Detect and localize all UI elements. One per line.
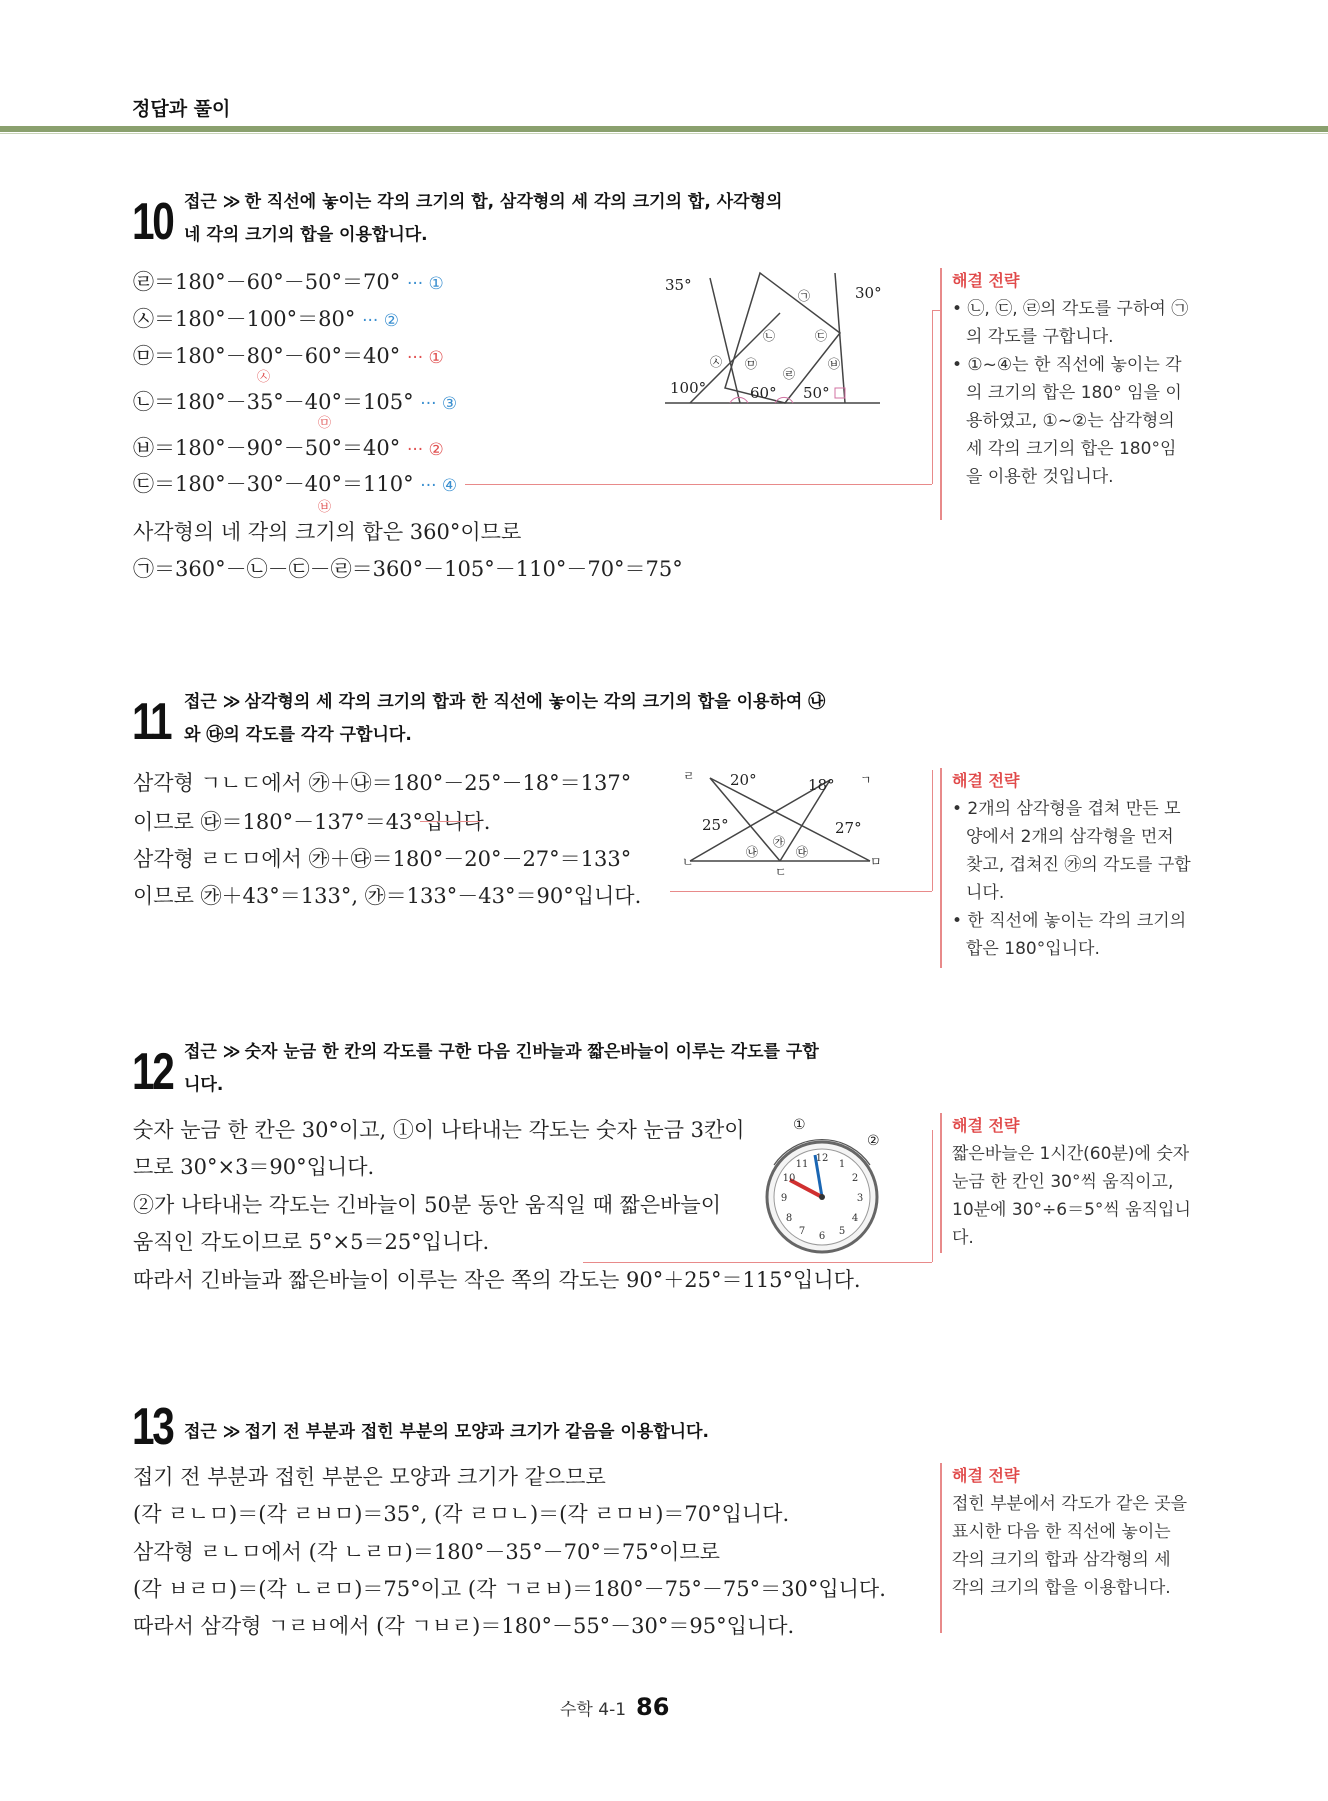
figure-label: ㄹ <box>683 769 695 783</box>
clock-number: 4 <box>851 1213 859 1224</box>
strategy-box-13 <box>940 1463 1192 1633</box>
solution-line: 따라서 삼각형 ㄱㄹㅂ에서 (각 ㄱㅂㄹ)＝180°－55°－30°＝95°입니다. <box>133 1614 795 1638</box>
approach-10 <box>184 186 782 252</box>
clock-number: 12 <box>815 1153 829 1164</box>
approach-13 <box>184 1416 709 1449</box>
connector-line <box>465 484 932 485</box>
strategy-box-10 <box>940 268 1192 520</box>
approach-tag: 접근 ≫ <box>184 1042 241 1062</box>
solution-line: ㉢＝180°－30°－40°＝110° ··· ④ <box>133 472 458 496</box>
figure-label: ㉦ <box>710 355 723 369</box>
figure-label: ㄷ <box>775 865 787 879</box>
figure-label: 30° <box>855 284 882 302</box>
figure-label: ㉯ <box>746 845 759 859</box>
q10-quadrilateral-figure <box>665 268 885 408</box>
connector-line <box>932 310 933 484</box>
sub-label: ㉤ <box>318 416 332 431</box>
strategy-bullet: • ㉡, ㉢, ㉣의 각도를 구하여 ㉠의 각도를 구합니다. <box>952 299 1189 347</box>
question-number-13: 13 <box>132 1398 173 1456</box>
strategy-title: 해결 전략 <box>952 1466 1020 1485</box>
approach-text-2: 니다. <box>184 1075 224 1095</box>
figure-label: ㄱ <box>860 773 872 787</box>
figure-label: ㉢ <box>815 329 828 343</box>
approach-text-2: 와 ㉰의 각도를 각각 구합니다. <box>184 725 412 745</box>
strategy-title: 해결 전략 <box>952 771 1020 790</box>
solution-line: 이므로 ㉮＋43°＝133°, ㉮＝133°－43°＝90°입니다. <box>133 884 642 908</box>
connector-line <box>932 1130 933 1262</box>
clock-number: 11 <box>795 1159 809 1170</box>
figure-label: 35° <box>665 276 692 294</box>
figure-label: 100° <box>670 379 707 397</box>
clock-mark: ① <box>793 1117 806 1133</box>
clock-number: 3 <box>856 1193 864 1204</box>
strategy-box-12 <box>940 1113 1192 1253</box>
solution-line: ㉠＝360°－㉡－㉢－㉣＝360°－105°－110°－70°＝75° <box>133 557 683 581</box>
figure-label: ㉡ <box>763 329 776 343</box>
clock-mark: ② <box>867 1133 880 1149</box>
figure-label: ㉮ <box>773 835 786 849</box>
strategy-text: 짧은바늘은 1시간(60분)에 숫자 눈금 한 칸인 30°씩 움직이고, 10분에 30°÷6＝5°씩 움직입니다. <box>952 1144 1191 1248</box>
clock-number: 5 <box>838 1226 846 1237</box>
approach-tag: 접근 ≫ <box>184 192 241 212</box>
approach-text-1: 삼각형의 세 각의 크기의 합과 한 직선에 놓이는 각의 크기의 합을 이용하여 ㉯ <box>244 692 826 712</box>
solution-line: 삼각형 ㄹㄷㅁ에서 ㉮＋㉰＝180°－20°－27°＝133° <box>133 847 632 871</box>
solution-line: (각 ㄹㄴㅁ)＝(각 ㄹㅂㅁ)＝35°, (각 ㄹㅁㄴ)＝(각 ㄹㅁㅂ)＝70°입니다. <box>133 1502 790 1526</box>
clock-number: 6 <box>818 1231 826 1242</box>
figure-label: ㄴ <box>682 855 694 869</box>
solution-line: ㉡＝180°－35°－40°＝105° ··· ③ <box>133 390 458 414</box>
figure-label: ㉰ <box>796 845 809 859</box>
footer-subject: 수학 4-1 <box>560 1700 627 1720</box>
strategy-text: 접힌 부분에서 각도가 같은 곳을 표시한 다음 한 직선에 놓이는 각의 크기의 합과 삼각형의 세 각의 크기의 합을 이용합니다. <box>952 1494 1188 1598</box>
solution-line: 움직인 각도이므로 5°×5＝25°입니다. <box>133 1230 490 1254</box>
strategy-bullet: • 한 직선에 놓이는 각의 크기의 합은 180°입니다. <box>952 911 1187 959</box>
solution-line: ㉦＝180°－100°＝80° ··· ② <box>133 307 399 331</box>
solution-line: 사각형의 네 각의 크기의 합은 360°이므로 <box>133 520 522 544</box>
solution-line: 삼각형 ㄱㄴㄷ에서 ㉮＋㉯＝180°－25°－18°＝137° <box>133 771 632 795</box>
approach-text-1: 숫자 눈금 한 칸의 각도를 구한 다음 긴바늘과 짧은바늘이 이루는 각도를 구합 <box>244 1042 819 1062</box>
header-divider <box>0 126 1328 132</box>
clock-number: 2 <box>851 1173 859 1184</box>
figure-label: 50° <box>803 384 830 402</box>
figure-label: ㉤ <box>745 357 758 371</box>
figure-label: ㉥ <box>828 357 841 371</box>
approach-text-1: 한 직선에 놓이는 각의 크기의 합, 삼각형의 세 각의 크기의 합, 사각형의 <box>244 192 783 212</box>
solution-line: 따라서 긴바늘과 짧은바늘이 이루는 작은 쪽의 각도는 90°＋25°＝115°입니다. <box>133 1268 861 1292</box>
figure-label: ㉣ <box>783 367 796 381</box>
q11-overlapping-triangles-figure <box>680 768 882 879</box>
figure-label: 25° <box>702 816 729 834</box>
strategy-title: 해결 전략 <box>952 1116 1020 1135</box>
connector-line <box>420 821 480 822</box>
strategy-title: 해결 전략 <box>952 271 1020 290</box>
solution-line: ②가 나타내는 각도는 긴바늘이 50분 동안 움직일 때 짧은바늘이 <box>133 1193 721 1217</box>
approach-text-2: 네 각의 크기의 합을 이용합니다. <box>184 225 428 245</box>
solution-line: 삼각형 ㄹㄴㅁ에서 (각 ㄴㄹㅁ)＝180°－35°－70°＝75°이므로 <box>133 1540 720 1564</box>
approach-12 <box>184 1036 819 1102</box>
strategy-bullet: • 2개의 삼각형을 겹쳐 만든 모양에서 2개의 삼각형을 먼저 찾고, 겹쳐진 ㉮의 각도를 구합니다. <box>952 799 1191 903</box>
solution-line: ㉣＝180°－60°－50°＝70° ··· ① <box>133 270 444 294</box>
figure-label: 18° <box>808 776 835 794</box>
page-header-title: 정답과 풀이 <box>132 98 231 120</box>
figure-label: 27° <box>835 819 862 837</box>
clock-number: 10 <box>782 1173 796 1184</box>
solution-line: (각 ㅂㄹㅁ)＝(각 ㄴㄹㅁ)＝75°이고 (각 ㄱㄹㅂ)＝180°－75°－75°＝30°입니다. <box>133 1577 886 1601</box>
clock-number: 1 <box>838 1159 846 1170</box>
question-number-11: 11 <box>132 693 171 751</box>
connector-line <box>932 770 933 891</box>
clock-number: 8 <box>785 1213 793 1224</box>
solution-line: ㉥＝180°－90°－50°＝40° ··· ② <box>133 436 444 460</box>
page-number: 86 <box>636 1693 670 1721</box>
question-number-12: 12 <box>132 1043 173 1101</box>
header-divider-thin <box>0 133 1328 134</box>
q12-clock-figure <box>760 1115 890 1255</box>
strategy-box-11 <box>940 768 1192 968</box>
figure-label: ㉠ <box>798 289 811 303</box>
sub-label: ㉥ <box>318 500 332 515</box>
strategy-bullet: • ①~④는 한 직선에 놓이는 각의 크기의 합은 180° 임을 이용하였고, ①~②는 삼각형의 세 각의 크기의 합은 180°임을 이용한 것입니다. <box>952 355 1182 487</box>
approach-text-1: 접기 전 부분과 접힌 부분의 모양과 크기가 같음을 이용합니다. <box>244 1422 709 1442</box>
solution-line: 숫자 눈금 한 칸은 30°이고, ①이 나타내는 각도는 숫자 눈금 3칸이 <box>133 1118 745 1142</box>
approach-tag: 접근 ≫ <box>184 1422 241 1442</box>
approach-tag: 접근 ≫ <box>184 692 241 712</box>
sub-label: ㉦ <box>257 370 271 385</box>
figure-label: 20° <box>730 771 757 789</box>
figure-label: 60° <box>750 384 777 402</box>
clock-number: 9 <box>780 1193 788 1204</box>
connector-line <box>583 1262 932 1263</box>
clock-number: 7 <box>798 1226 806 1237</box>
approach-11 <box>184 686 825 752</box>
page-footer <box>560 1693 669 1721</box>
connector-line <box>670 891 932 892</box>
figure-label: ㅁ <box>870 855 882 869</box>
question-number-10: 10 <box>132 193 173 251</box>
solution-line: 므로 30°×3＝90°입니다. <box>133 1155 375 1179</box>
solution-line: ㉤＝180°－80°－60°＝40° ··· ① <box>133 344 444 368</box>
solution-line: 이므로 ㉰＝180°－137°＝43°입니다. <box>133 810 491 834</box>
solution-line: 접기 전 부분과 접힌 부분은 모양과 크기가 같으므로 <box>133 1465 606 1489</box>
